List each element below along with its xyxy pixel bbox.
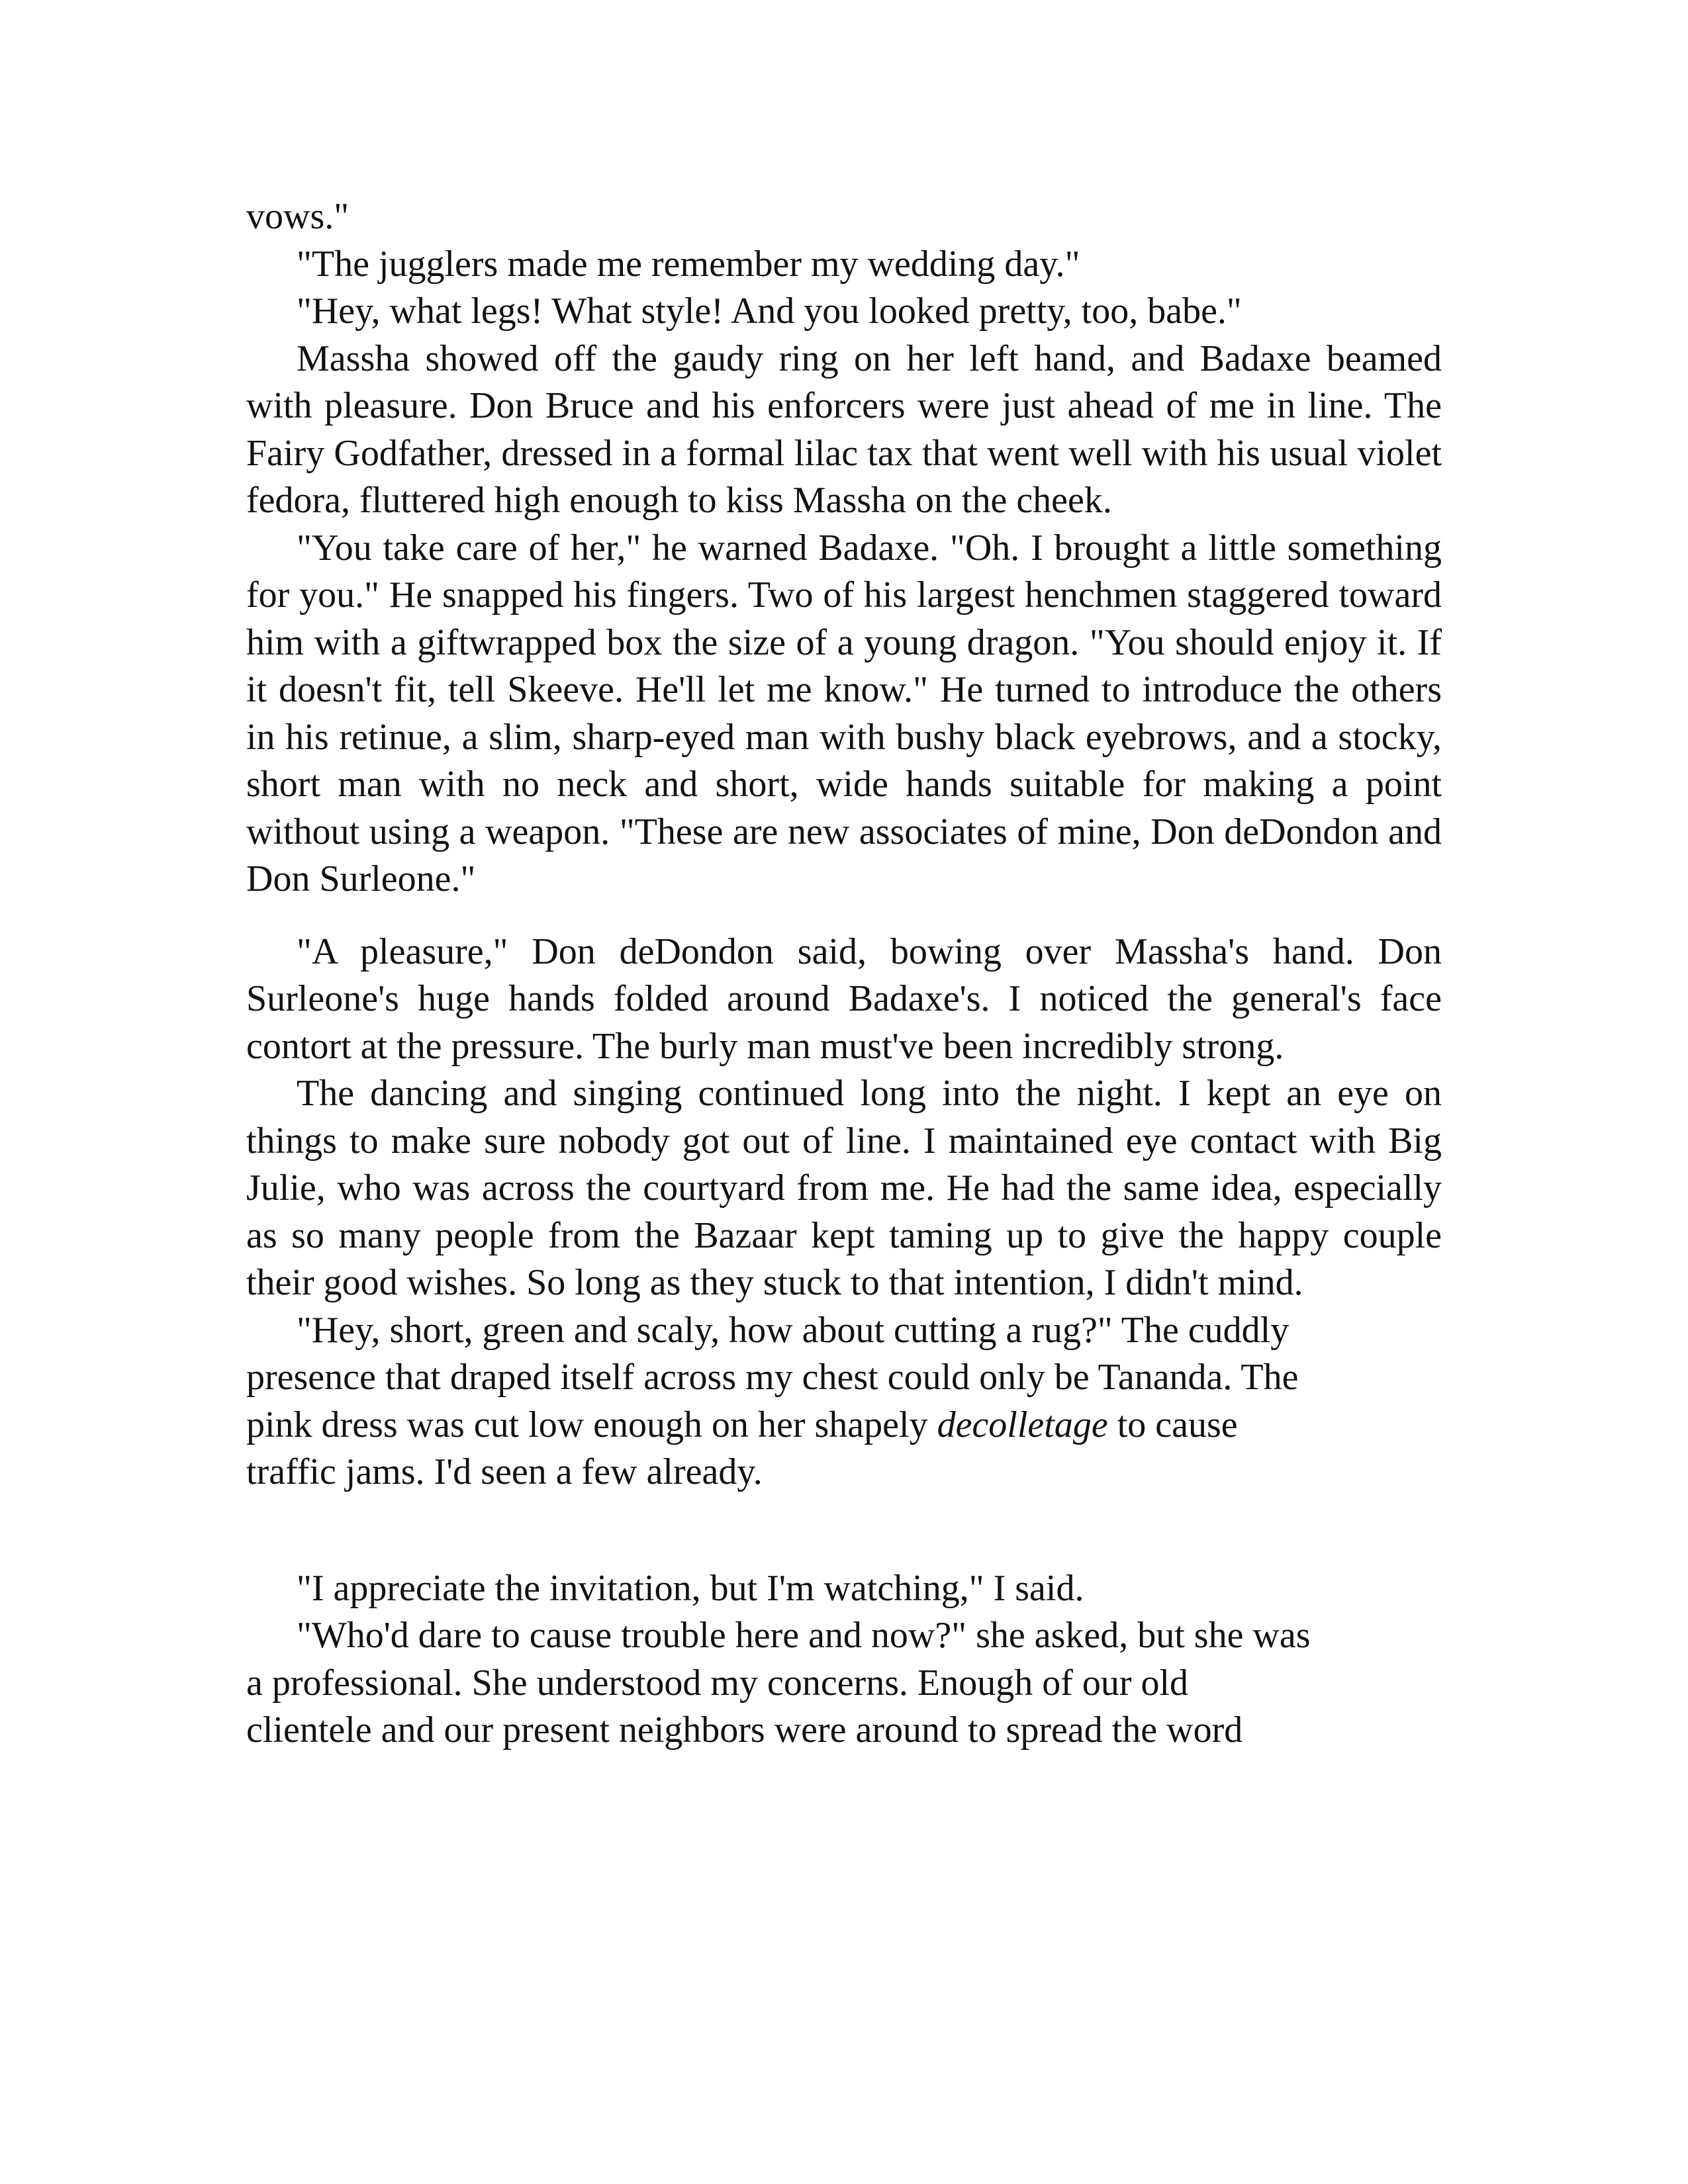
paragraph: "I appreciate the invitation, but I'm watching," I said. [297,1567,1084,1609]
paragraph: Massha showed off the gaudy ring on her left hand, and Badaxe beamed with pleasure. Don Bruce and his enforcers were just ahead of me in line. The Fairy Godfather, dressed in a formal lilac tax that went well with his usual violet fedora, fluttered high enough to kiss Massha on the cheek. [246,338,1442,521]
text-line: "Who'd dare to cause trouble here and now?" she asked, but she was [297,1615,1311,1656]
text-line: a professional. She understood my concerns. Enough of our old [246,1662,1189,1704]
paragraph: "A pleasure," Don deDondon said, bowing over Massha's hand. Don Surleone's huge hands folded around Badaxe's. I noticed the general's face contort at the pressure. The burly man must've been incredibly strong. [246,931,1442,1067]
text-run: pink dress was cut low enough on her shapely [246,1404,937,1445]
paragraph: vows." [246,196,350,237]
italic-word: decolletage [937,1404,1108,1445]
text-line: traffic jams. I'd seen a few already. [246,1451,763,1492]
paragraph: "The jugglers made me remember my wedding day." [297,243,1080,285]
text-line: clientele and our present neighbors were around to spread the word [246,1709,1243,1751]
paragraph: "Hey, what legs! What style! And you looked pretty, too, babe." [297,291,1242,332]
paragraph: "You take care of her," he warned Badaxe. "Oh. I brought a little something for you." He snapped his fingers. Two of his largest henchmen staggered toward him with a giftwrapped box the size of a young dragon. "You should enjoy it. If it doesn't fit, tell Skeeve. He'll let me know." He turned to introduce the others in his retinue, a slim, sharp-eyed man with bushy black eyebrows, and a stocky, short man with no neck and short, wide hands suitable for making a point without using a weapon. "These are new associates of mine, Don deDondon and Don Surleone." [246,527,1442,899]
text-line [246,1402,1442,1449]
text-line: presence that draped itself across my chest could only be Tananda. The [246,1357,1299,1398]
paragraph-final [246,1612,1442,1754]
text-run: to cause [1107,1404,1238,1445]
text-line: "Hey, short, green and scaly, how about cutting a rug?" The cuddly [297,1309,1289,1351]
paragraph-tananda [246,1307,1442,1496]
book-page [246,193,1442,1754]
paragraph: The dancing and singing continued long into the night. I kept an eye on things to make sure nobody got out of line. I maintained eye contact with Big Julie, who was across the courtyard from me. He had the same idea, especially as so many people from the Bazaar kept taming up to give the happy couple their good wishes. So long as they stuck to that intention, I didn't mind. [246,1073,1442,1303]
